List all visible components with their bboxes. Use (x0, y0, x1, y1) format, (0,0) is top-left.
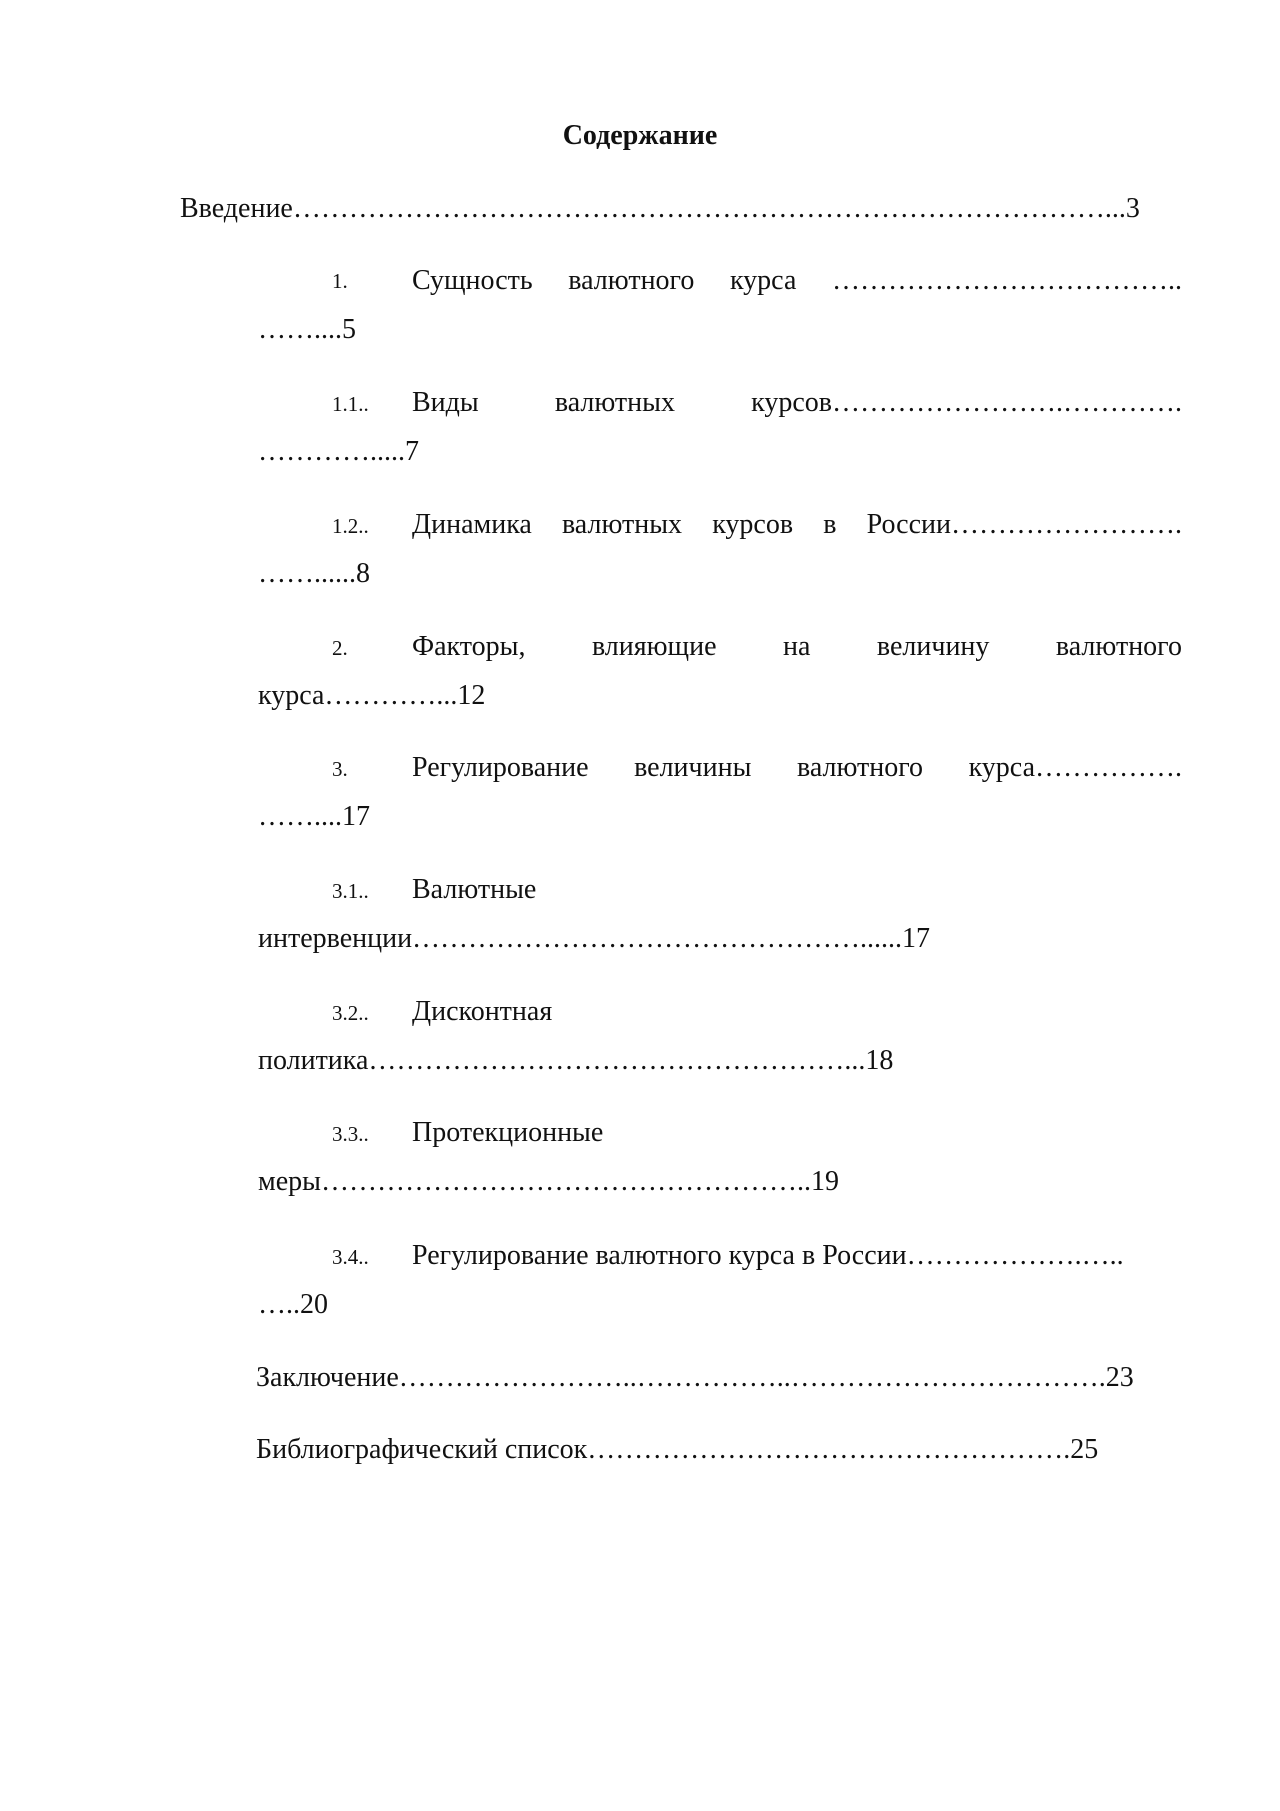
toc-word: Динамика (412, 509, 532, 540)
toc-word: на (783, 631, 811, 662)
toc-entry-3-2-number: 3.2.. (332, 1001, 369, 1025)
toc-word: валютных (554, 387, 675, 418)
toc-word: валютных (561, 509, 683, 540)
toc-word: курсов (712, 509, 794, 540)
toc-entry-3-2-title: Дисконтная (412, 996, 553, 1027)
toc-entry-3-number: 3. (332, 757, 348, 781)
toc-entry-2-page: курса…………...12 (258, 680, 486, 711)
toc-word: курса (729, 265, 797, 296)
toc-entry-3-3-title: Протекционные (412, 1117, 604, 1148)
toc-entry-2-title (412, 631, 1182, 663)
toc-entry-3-4-title: Регулирование валютного курса в России……………….….. (412, 1240, 1124, 1271)
toc-word: курса……………. (968, 752, 1182, 783)
toc-entry-bibliography: Библиографический список…………………………………………….25 (256, 1434, 1099, 1465)
toc-word: величины (634, 752, 752, 783)
toc-word: Факторы, (412, 631, 526, 662)
toc-word: величину (876, 631, 990, 662)
toc-word: России……………………. (866, 509, 1182, 540)
toc-entry-3-3-page: меры……………………………………………..19 (258, 1166, 839, 1197)
toc-entry-1-page: ……....5 (258, 314, 356, 345)
toc-word: влияющие (591, 631, 717, 662)
toc-word: Регулирование (412, 752, 589, 783)
toc-entry-3-3-number: 3.3.. (332, 1122, 369, 1146)
toc-word: валютного (568, 265, 695, 296)
toc-word: ……………………………….. (832, 265, 1182, 296)
toc-entry-1-2-page: ……......8 (258, 558, 370, 589)
toc-entry-1-1-page: ………….....7 (258, 436, 419, 467)
toc-entry-3-1-page: интервенции…………………………………………......17 (258, 923, 931, 954)
toc-entry-1-2-number: 1.2.. (332, 514, 369, 538)
toc-entry-3-1-number: 3.1.. (332, 879, 369, 903)
toc-entry-1-1-number: 1.1.. (332, 392, 369, 416)
toc-entry-1-2-title (412, 509, 1182, 541)
toc-entry-3-title (412, 752, 1182, 784)
toc-entry-3-4-page: …..20 (258, 1289, 328, 1320)
toc-entry-1-1-title (412, 387, 1182, 419)
toc-entry-2-number: 2. (332, 636, 348, 660)
toc-word: валютного (796, 752, 924, 783)
page-title: Содержание (562, 120, 718, 151)
toc-entry-3-4-number: 3.4.. (332, 1245, 369, 1269)
toc-word: валютного (1055, 631, 1182, 662)
toc-word: Виды (412, 387, 479, 418)
toc-entry-introduction: Введение……………………………………………………………………………...3 (180, 193, 1140, 224)
toc-entry-3-page: ……....17 (258, 801, 370, 832)
toc-entry-1-title (412, 265, 1182, 297)
toc-entry-conclusion: Заключение……………………..……………..…………………………….23 (256, 1362, 1134, 1393)
toc-entry-3-2-page: политика……………………………………………...18 (258, 1045, 894, 1076)
toc-word: Сущность (412, 265, 533, 296)
toc-word: в (823, 509, 837, 540)
toc-entry-3-1-title: Валютные (412, 874, 537, 905)
toc-word: курсов…………………….…………. (751, 387, 1182, 418)
toc-entry-1-number: 1. (332, 269, 348, 293)
